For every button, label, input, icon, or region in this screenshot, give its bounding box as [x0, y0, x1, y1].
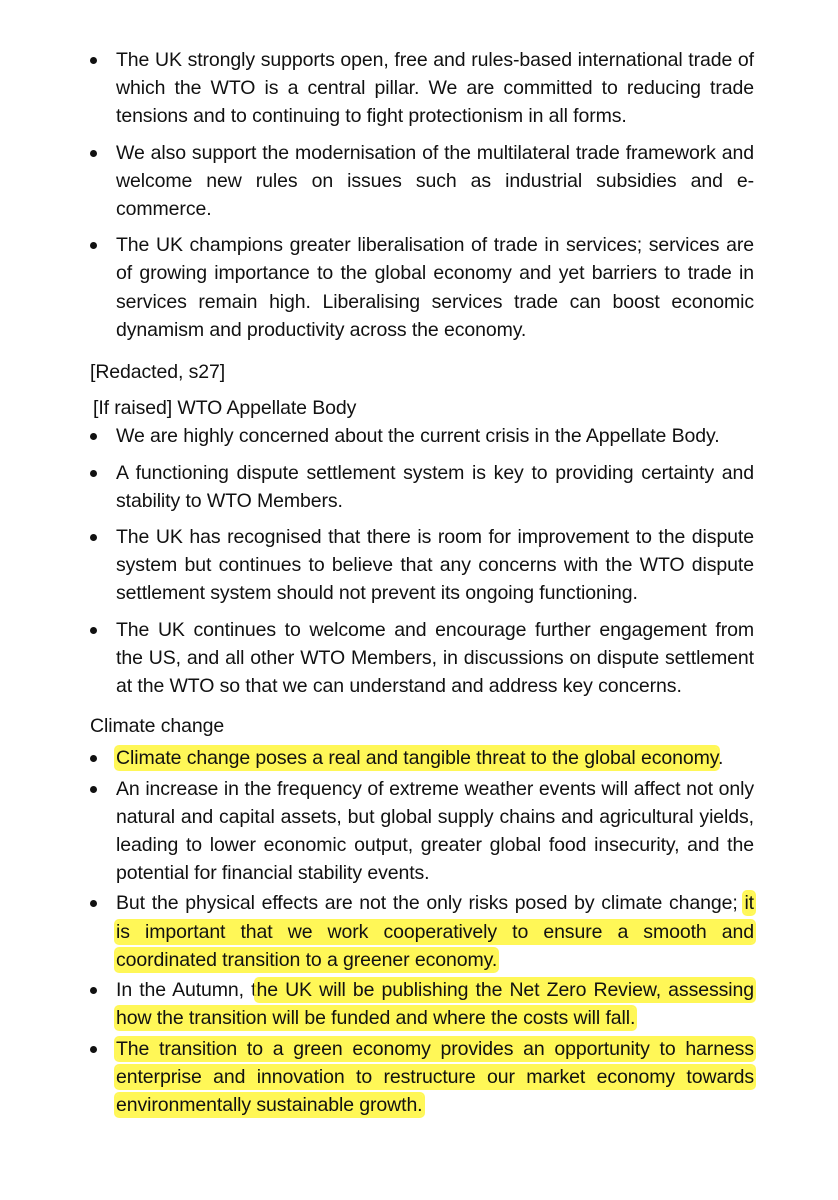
- highlighted-text: Climate change poses a real and tangible threat to the global economy: [116, 747, 718, 770]
- list-item: The UK continues to welcome and encourage further engagement from the US, and all other WTO Members, in discussions on dispute settlement at the WTO so that we can understand and address key concerns.: [90, 616, 754, 701]
- highlighted-text: he UK will be publishing the Net Zero Review, assessing how the transition will be funded and where the costs will fall.: [116, 979, 754, 1030]
- trade-bullet-list: [90, 46, 754, 344]
- highlighted-text: it is important that we work cooperatively to ensure a smooth and coordinated transition to a greener economy.: [116, 892, 754, 971]
- list-item: The UK strongly supports open, free and rules-based international trade of which the WTO is a central pillar. We are committed to reducing trade tensions and to continuing to fight protectionism in all forms.: [90, 46, 754, 131]
- list-item: [90, 744, 754, 772]
- list-item: A functioning dispute settlement system is key to providing certainty and stability to WTO Members.: [90, 459, 754, 515]
- list-item: [90, 976, 754, 1032]
- list-item: We are highly concerned about the current crisis in the Appellate Body.: [90, 422, 754, 450]
- list-item: The UK champions greater liberalisation of trade in services; services are of growing importance to the global economy and yet barriers to trade in services remain high. Liberalising services trade can boost economic dynamism and productivity across the economy.: [90, 231, 754, 344]
- list-item: We also support the modernisation of the multilateral trade framework and welcome new rules on issues such as industrial subsidies and e-commerce.: [90, 139, 754, 224]
- plain-text: .: [717, 747, 724, 770]
- highlighted-text: The transition to a green economy provides an opportunity to harness enterprise and innovation to restructure our market economy towards environmentally sustainable growth.: [116, 1037, 754, 1116]
- document-body: [90, 46, 754, 1121]
- plain-text: But the physical effects are not the only risks posed by climate change;: [116, 892, 745, 915]
- list-item: [90, 889, 754, 974]
- plain-text: In the Autumn, t: [116, 979, 257, 1002]
- climate-heading: Climate change: [90, 715, 225, 738]
- appellate-heading: [If raised] WTO Appellate Body: [93, 397, 357, 420]
- climate-bullet-list: [90, 744, 754, 1119]
- list-item: [90, 775, 754, 888]
- appellate-bullet-list: [90, 422, 754, 700]
- redacted-note: [Redacted, s27]: [90, 361, 226, 384]
- list-item: The UK has recognised that there is room for improvement to the dispute system but continues to believe that any concerns with the WTO dispute settlement system should not prevent its ongoing functioning.: [90, 523, 754, 608]
- list-item: [90, 1035, 754, 1120]
- plain-text: An increase in the frequency of extreme weather events will affect not only natural and capital assets, but global supply chains and agricultural yields, leading to lower economic output, greater global food insecurity, and the potential for financial stability events.: [116, 777, 754, 885]
